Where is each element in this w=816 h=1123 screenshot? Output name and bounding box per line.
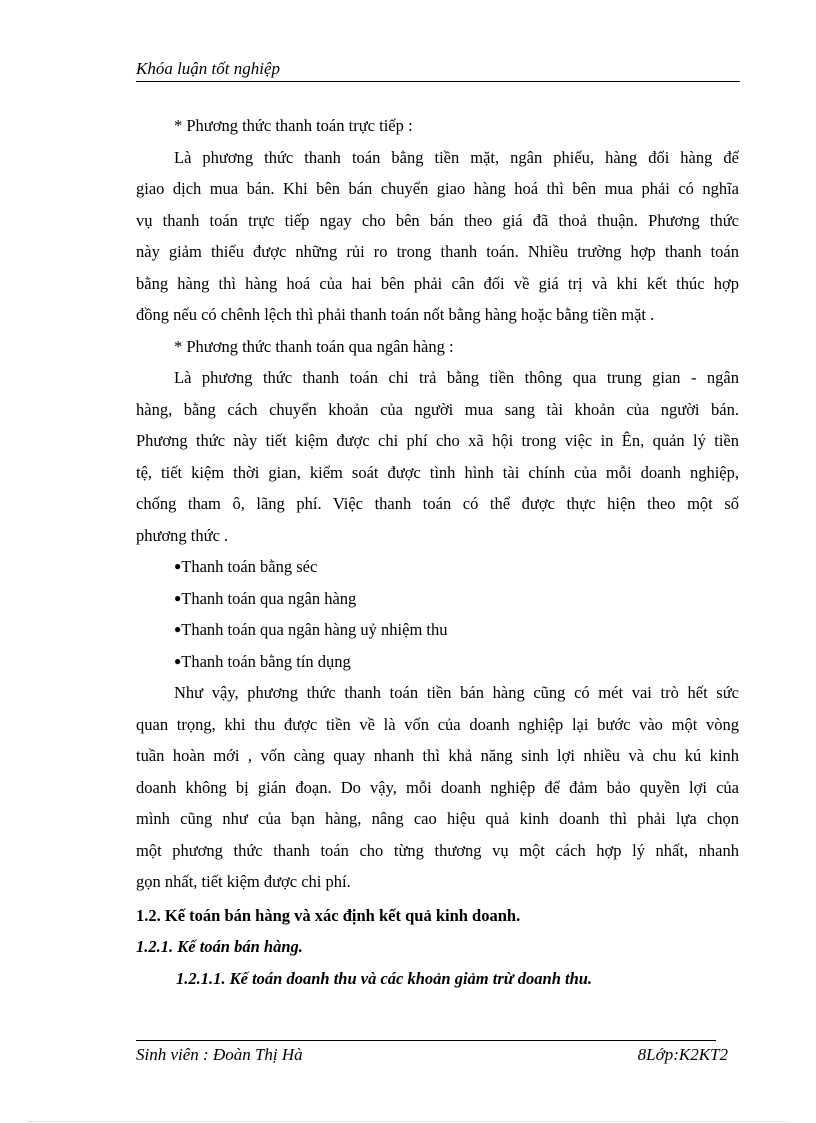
paragraph-line: Như vậy, phương thức thanh toán tiền bán hàng cũng có mét vai trò hết sức [174,683,739,702]
subheading-direct-payment: * Phương thức thanh toán trực tiếp : [174,116,413,135]
bullet-icon: ● [174,653,182,668]
header-title: Khóa luận tốt nghiệp [136,59,281,78]
page-header [136,58,740,82]
paragraph-line: tệ, tiết kiệm thời gian, kiểm soát được tình hình tài chính của mỗi doanh nghiệp, [136,462,739,482]
bullet-item [136,614,739,646]
bullet-text: Thanh toán bằng séc [181,557,318,576]
page-footer [136,1044,728,1066]
bullet-text: Thanh toán qua ngân hàng uỷ nhiệm thu [181,620,448,639]
section-heading-1-2: 1.2. Kế toán bán hàng và xác định kết quả kinh doanh. [136,905,521,925]
footer-right [638,1044,728,1066]
section-heading-1-2-1: 1.2.1. Kế toán bán hàng. [136,937,303,956]
bullet-text: Thanh toán qua ngân hàng [181,588,357,608]
paragraph-line: doanh không bị gián đoạn. Do vậy, mỗi doanh nghiệp để đảm bảo quyền lợi của [136,777,739,797]
paragraph-line: giao dịch mua bán. Khi bên bán chuyển giao hàng hoá thì bên mua phải có nghĩa [136,179,739,198]
page-number: 8 [637,1045,647,1064]
paragraph-line: mình cũng như của bạn hàng, nâng cao hiệu quả kinh doanh thì phải lựa chọn [136,809,739,828]
bullet-icon: ● [174,559,182,573]
bullet-item [136,646,739,678]
section-heading-1-2-1-1: 1.2.1.1. Kế toán doanh thu và các khoản giảm trừ doanh thu. [176,968,593,988]
subheading-bank-payment: * Phương thức thanh toán qua ngân hàng : [174,336,454,356]
bullet-item [136,583,739,615]
paragraph-line: bằng hàng thì hàng hoá của hai bên phải cân đối về giá trị và khi kết thúc hợp [136,273,739,293]
paragraph-line: một phương thức thanh toán cho từng thương vụ một cách hợp lý nhất, nhanh [136,840,739,860]
paragraph-line: hàng, bằng cách chuyển khoản của người mua sang tài khoản của người bán. [136,399,739,419]
document-body [136,110,739,994]
paragraph-line: Phương thức này tiết kiệm được chi phí cho xã hội trong việc in Ên, quản lý tiền [136,431,739,450]
paragraph-line: chống tham ô, lãng phí. Việc thanh toán có thể được thực hiện theo một số [136,494,739,513]
page-edge-dotted-line [28,1121,788,1122]
footer-divider [136,1040,716,1041]
paragraph-line: đồng nếu có chênh lệch thì phải thanh toán nốt bằng hàng hoặc bằng tiền mặt . [136,305,655,324]
paragraph-line: Là phương thức thanh toán bằng tiền mặt, ngân phiếu, hàng đổi hàng để [174,147,739,167]
paragraph-line: gọn nhất, tiết kiệm được chi phí. [136,872,351,891]
footer-student: Sinh viên : Đoàn Thị Hà [136,1045,303,1064]
paragraph-line: vụ thanh toán trực tiếp ngay cho bên bán theo giá đã thoả thuận. Phương thức [136,210,739,230]
bullet-icon: ● [174,622,182,636]
paragraph-line: phương thức . [136,525,229,545]
bullet-text: Thanh toán bằng tín dụng [181,651,351,671]
paragraph-line: Là phương thức thanh toán chi trả bằng tiền thông qua trung gian - ngân [174,368,739,387]
paragraph-line: tuần hoàn mới , vốn càng quay nhanh thì khả năng sinh lợi nhiều và chu kú kinh [136,746,739,765]
bullet-item [136,551,739,583]
paragraph-line: quan trọng, khi thu được tiền về là vốn của doanh nghiệp lại bước vào một vòng [136,714,739,734]
bullet-icon: ● [174,590,182,605]
paragraph-line: này giảm thiểu được những rủi ro trong thanh toán. Nhiều trường hợp thanh toán [136,242,739,261]
footer-class: Lớp:K2KT2 [646,1045,728,1064]
